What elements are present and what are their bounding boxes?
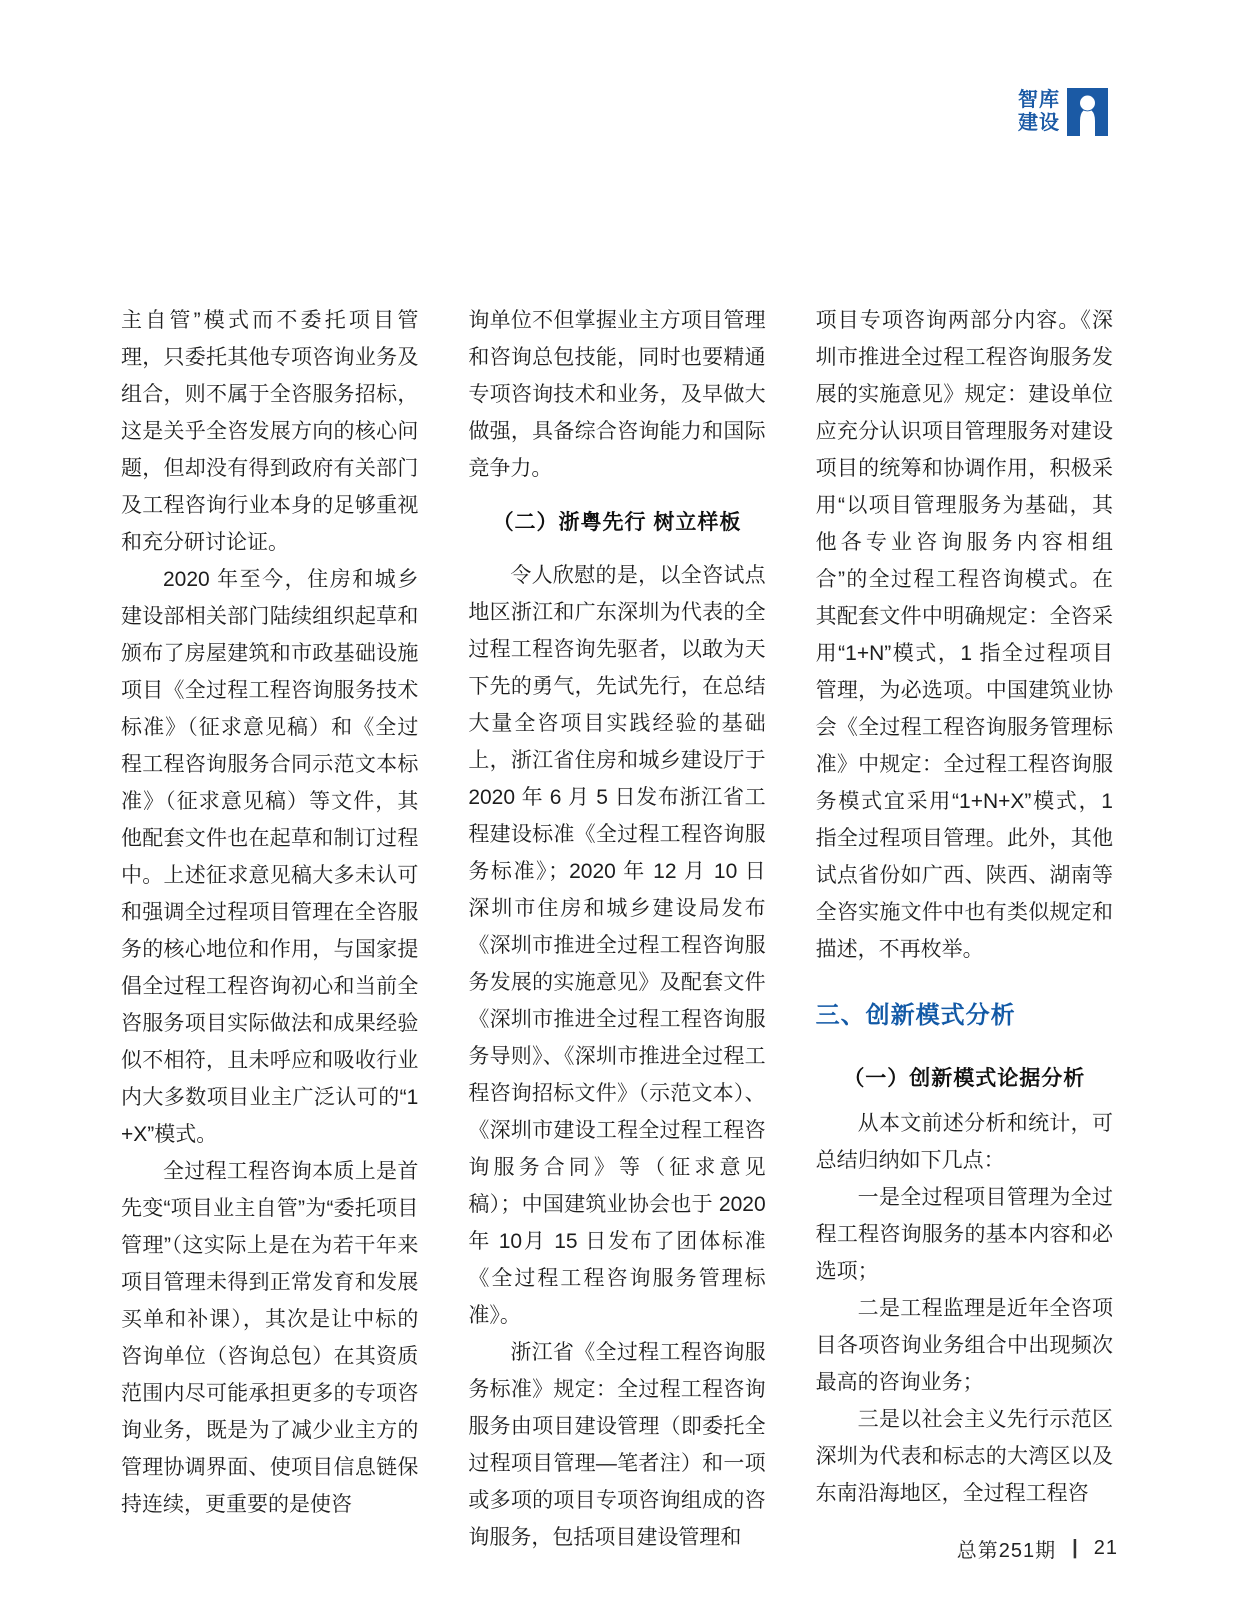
keyhole-square-icon (1067, 88, 1108, 136)
body-paragraph: 二是工程监理是近年全咨项目各项咨询业务组合中出现频次最高的咨询业务； (815, 1297, 1113, 1394)
page-number: 21 (1093, 1537, 1118, 1559)
body-paragraph: 项目专项咨询两部分内容。《深圳市推进全过程工程咨询服务发展的实施意见》规定：建设单位应充分认识项目管理服务对建设项目的统筹和协调作用，积极采用“以项目管理服务为基础，其他各专业咨询服务内容相组合”的全过程工程咨询模式。在其配套文件中明确规定：全咨采用“1+N”模式，1 指全过程项目管理，为必选项。中国建筑业协会《全过程工程咨询服务管理标准》中规定：全过程工程咨询服务模式宜采用“1+N+X”模式，1 指全过程项目管理。此外，其他试点省份如广西、陕西、湖南等全咨实施文件中也有类似规定和描述，不再枚举。 (815, 309, 1113, 961)
subsection-heading: （二）浙粤先行 树立样板 (492, 511, 742, 534)
section-heading-blue: 三、创新模式分析 (815, 1002, 1016, 1029)
body-paragraph: 2020 年至今，住房和城乡建设部相关部门陆续组织起草和颁布了房屋建筑和市政基础设施项目《全过程工程咨询服务技术标准》（征求意见稿）和《全过程工程咨询服务合同示范文本标准》（征求意见稿）等文件，其他配套文件也在起草和制订过程中。上述征求意见稿大多未认可和强调全过程项目管理在全咨服务的核心地位和作用，与国家提倡全过程工程咨询初心和当前全咨服务项目实际做法和成果经验似不相符，且未呼应和吸收行业内大多数项目业主广泛认可的“1+X”模式。 (121, 568, 419, 1146)
column-2 (468, 302, 765, 1556)
page-footer (957, 1534, 1118, 1563)
logo-text-line2: 建设 (1018, 112, 1060, 134)
body-paragraph: 主自管”模式而不委托项目管理，只委托其他专项咨询业务及组合，则不属于全咨服务招标，这是关乎全咨发展方向的核心问题，但却没有得到政府有关部门及工程咨询行业本身的足够重视和充分研讨论证。 (121, 309, 419, 554)
subsection-heading: （一）创新模式论据分析 (843, 1067, 1086, 1090)
logo-text (1018, 89, 1060, 135)
footer-divider: | (1072, 1537, 1078, 1559)
logo-text-line1: 智库 (1018, 89, 1060, 111)
body-paragraph: 三是以社会主义先行示范区深圳为代表和标志的大湾区以及东南沿海地区，全过程工程咨 (815, 1408, 1113, 1505)
zhiku-jianshe-logo (1018, 88, 1108, 136)
body-paragraph: 从本文前述分析和统计，可总结归纳如下几点： (815, 1112, 1113, 1172)
body-paragraph: 询单位不但掌握业主方项目管理和咨询总包技能，同时也要精通专项咨询技术和业务，及早做大做强，具备综合咨询能力和国际竞争力。 (468, 309, 766, 480)
body-paragraph: 浙江省《全过程工程咨询服务标准》规定：全过程工程咨询服务由项目建设管理（即委托全过程项目管理—笔者注）和一项或多项的项目专项咨询组成的咨询服务，包括项目建设管理和 (468, 1341, 766, 1549)
issue-number: 总第251期 (956, 1540, 1057, 1562)
column-1 (121, 302, 418, 1556)
article-columns (121, 302, 1113, 1556)
body-paragraph: 全过程工程咨询本质上是首先变“项目业主自管”为“委托项目管理”（这实际上是在为若干年来项目管理未得到正常发育和发展买单和补课），其次是让中标的咨询单位（咨询总包）在其资质范围内尽可能承担更多的专项咨询业务，既是为了减少业主方的管理协调界面、使项目信息链保持连续，更重要的是使咨 (121, 1160, 419, 1516)
column-3 (816, 302, 1113, 1556)
body-paragraph: 令人欣慰的是，以全咨试点地区浙江和广东深圳为代表的全过程工程咨询先驱者，以敢为天下先的勇气，先试先行，在总结大量全咨项目实践经验的基础上，浙江省住房和城乡建设厅于2020 年 6 月 5 日发布浙江省工程建设标准《全过程工程咨询服务标准》；2020 年 12 月 10 日深圳市住房和城乡建设局发布《深圳市推进全过程工程咨询服务发展的实施意见》及配套文件《深圳市推进全过程工程咨询服务导则》、《深圳市推进全过程工程咨询招标文件》（示范文本）、《深圳市建设工程全过程工程咨询服务合同》等（征求意见稿）；中国建筑业协会也于 2020 年 10月 15 日发布了团体标准《全过程工程咨询服务管理标准》。 (468, 564, 766, 1327)
body-paragraph: 一是全过程项目管理为全过程工程咨询服务的基本内容和必选项； (815, 1186, 1113, 1283)
